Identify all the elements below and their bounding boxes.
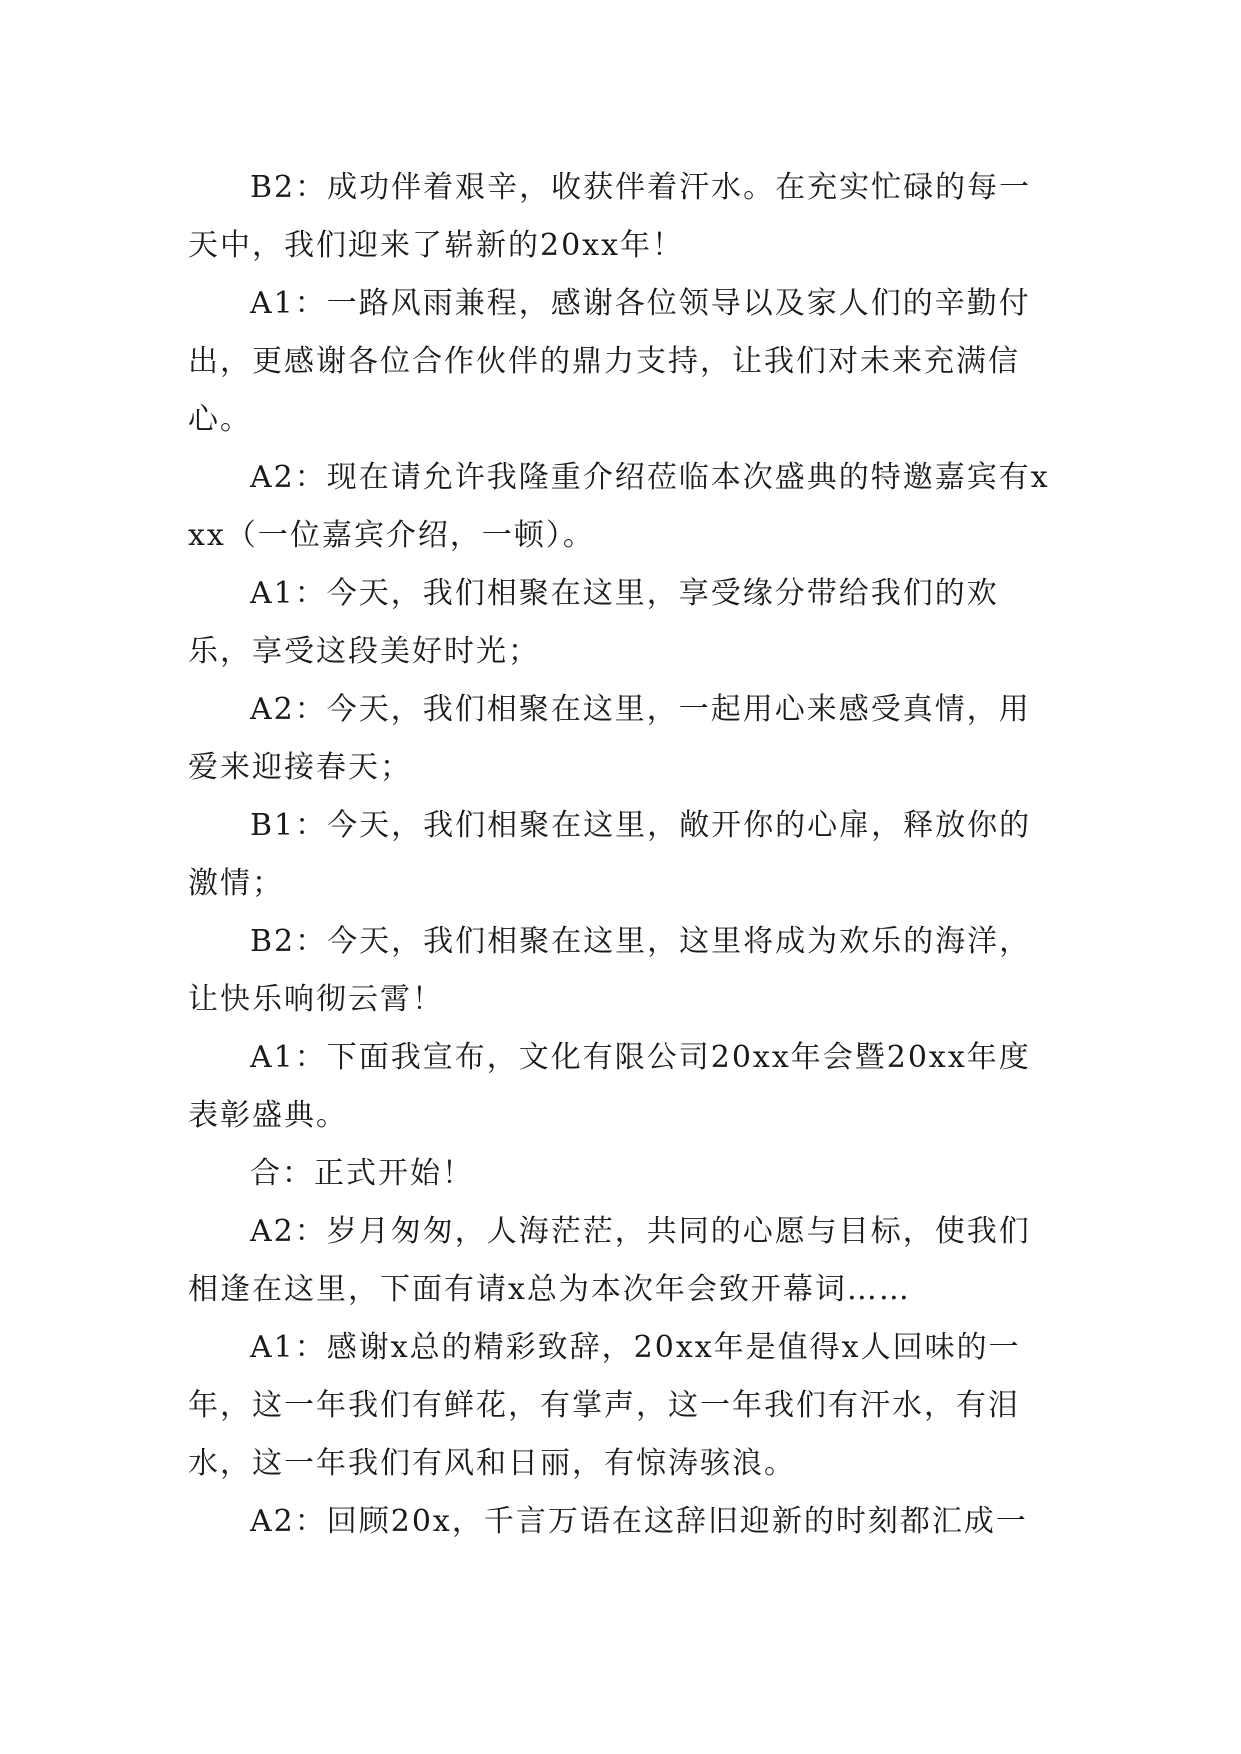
paragraph-a2-opening-speech: A2：岁月匆匆，人海茫茫，共同的心愿与目标，使我们相逢在这里，下面有请x总为本次年会致开幕词…… xyxy=(188,1214,1031,1307)
paragraph-b2-opening: B2：成功伴着艰辛，收获伴着汗水。在充实忙碌的每一天中，我们迎来了崭新的20xx年！ xyxy=(188,170,1032,263)
paragraph-a1-announce: A1：下面我宣布，文化有限公司20xx年会暨20xx年度表彰盛典。 xyxy=(188,1040,1031,1133)
paragraph-together-start: 合：正式开始！ xyxy=(250,1156,474,1191)
paragraph-a1-today: A1：今天，我们相聚在这里，享受缘分带给我们的欢乐，享受这段美好时光； xyxy=(188,576,999,669)
paragraph-a1-review: A1：感谢x总的精彩致辞，20xx年是值得x人回味的一年，这一年我们有鲜花，有掌声，这一年我们有汗水，有泪水，这一年我们有风和日丽，有惊涛骇浪。 xyxy=(188,1330,1021,1481)
paragraph-a2-guest-intro: A2：现在请允许我隆重介绍莅临本次盛典的特邀嘉宾有xxx（一位嘉宾介绍，一顿）。 xyxy=(188,460,1050,553)
paragraph-b2-today: B2：今天，我们相聚在这里，这里将成为欢乐的海洋，让快乐响彻云霄！ xyxy=(188,924,1032,1017)
paragraph-b1-today: B1：今天，我们相聚在这里，敞开你的心扉，释放你的激情； xyxy=(188,808,1032,901)
paragraph-a1-thanks: A1：一路风雨兼程，感谢各位领导以及家人们的辛勤付出，更感谢各位合作伙伴的鼎力支持，让我们对未来充满信心。 xyxy=(188,286,1031,437)
document-body xyxy=(188,159,1053,1551)
paragraph-a2-retrospect: A2：回顾20x，千言万语在这辞旧迎新的时刻都汇成一 xyxy=(250,1504,1028,1539)
paragraph-a2-today: A2：今天，我们相聚在这里，一起用心来感受真情，用爱来迎接春天； xyxy=(188,692,1031,785)
